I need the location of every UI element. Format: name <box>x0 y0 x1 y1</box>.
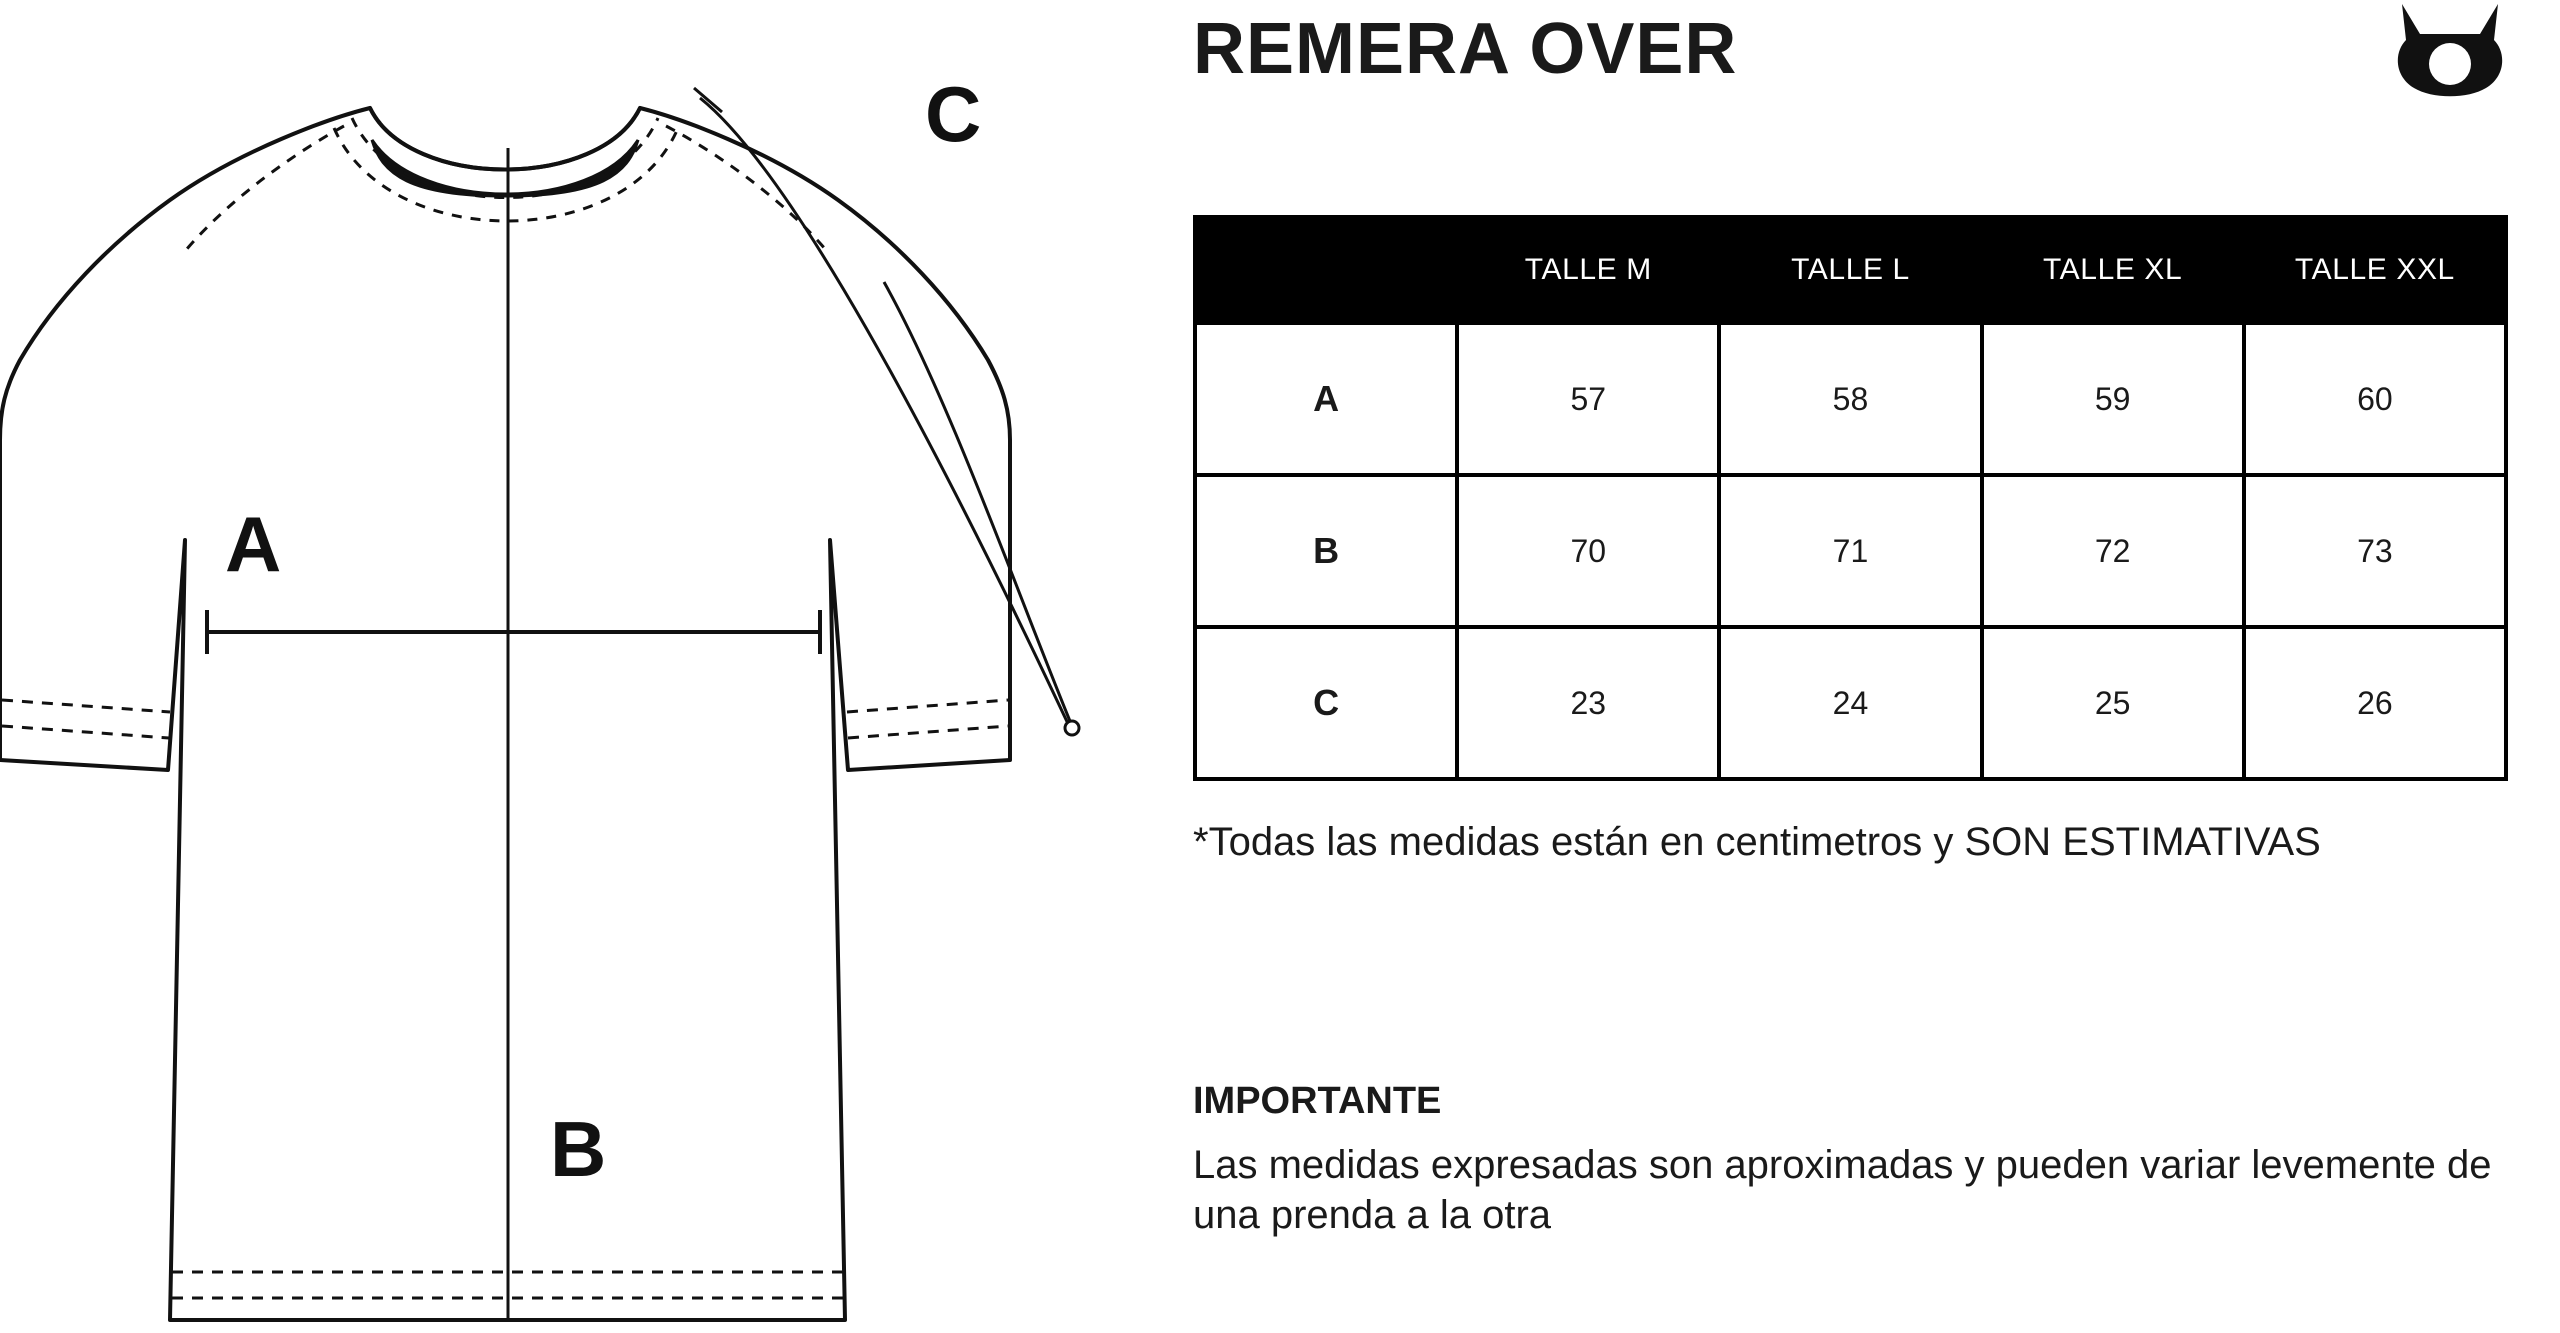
column-header-talle-xl: TALLE XL <box>1982 217 2244 323</box>
cell-b-xxl: 73 <box>2244 475 2506 627</box>
measure-label-c: C <box>925 70 982 158</box>
measure-label-b: B <box>550 1105 607 1193</box>
cell-c-m: 23 <box>1457 627 1719 779</box>
cell-a-xxl: 60 <box>2244 323 2506 475</box>
column-header-talle-xxl: TALLE XXL <box>2244 217 2506 323</box>
row-label-a: A <box>1195 323 1457 475</box>
page-title: REMERA OVER <box>1193 9 1738 89</box>
table-row <box>1195 323 2506 475</box>
cell-c-l: 24 <box>1719 627 1981 779</box>
row-label-b: B <box>1195 475 1457 627</box>
column-header-talle-l: TALLE L <box>1719 217 1981 323</box>
important-title: IMPORTANTE <box>1193 1080 1442 1122</box>
column-header-talle-m: TALLE M <box>1457 217 1719 323</box>
cell-b-m: 70 <box>1457 475 1719 627</box>
cell-a-xl: 59 <box>1982 323 2244 475</box>
size-table-header <box>1195 217 2506 323</box>
row-label-c: C <box>1195 627 1457 779</box>
measure-label-a: A <box>225 500 282 588</box>
size-table <box>1193 215 2508 781</box>
garment-illustration-panel <box>0 0 1180 1333</box>
info-panel <box>1185 0 2560 1333</box>
table-corner-cell <box>1195 217 1457 323</box>
cell-b-xl: 72 <box>1982 475 2244 627</box>
cell-c-xxl: 26 <box>2244 627 2506 779</box>
cell-b-l: 71 <box>1719 475 1981 627</box>
cell-a-l: 58 <box>1719 323 1981 475</box>
cat-face-logo-icon <box>2390 0 2510 100</box>
important-body: Las medidas expresadas son aproximadas y pueden variar levemente de una prenda a la otra <box>1193 1143 2492 1237</box>
table-row <box>1195 475 2506 627</box>
cell-a-m: 57 <box>1457 323 1719 475</box>
table-row <box>1195 627 2506 779</box>
size-table-body <box>1195 323 2506 779</box>
measurement-note: *Todas las medidas están en centimetros y SON ESTIMATIVAS <box>1193 820 2321 864</box>
table-header-row <box>1195 217 2506 323</box>
cell-c-xl: 25 <box>1982 627 2244 779</box>
